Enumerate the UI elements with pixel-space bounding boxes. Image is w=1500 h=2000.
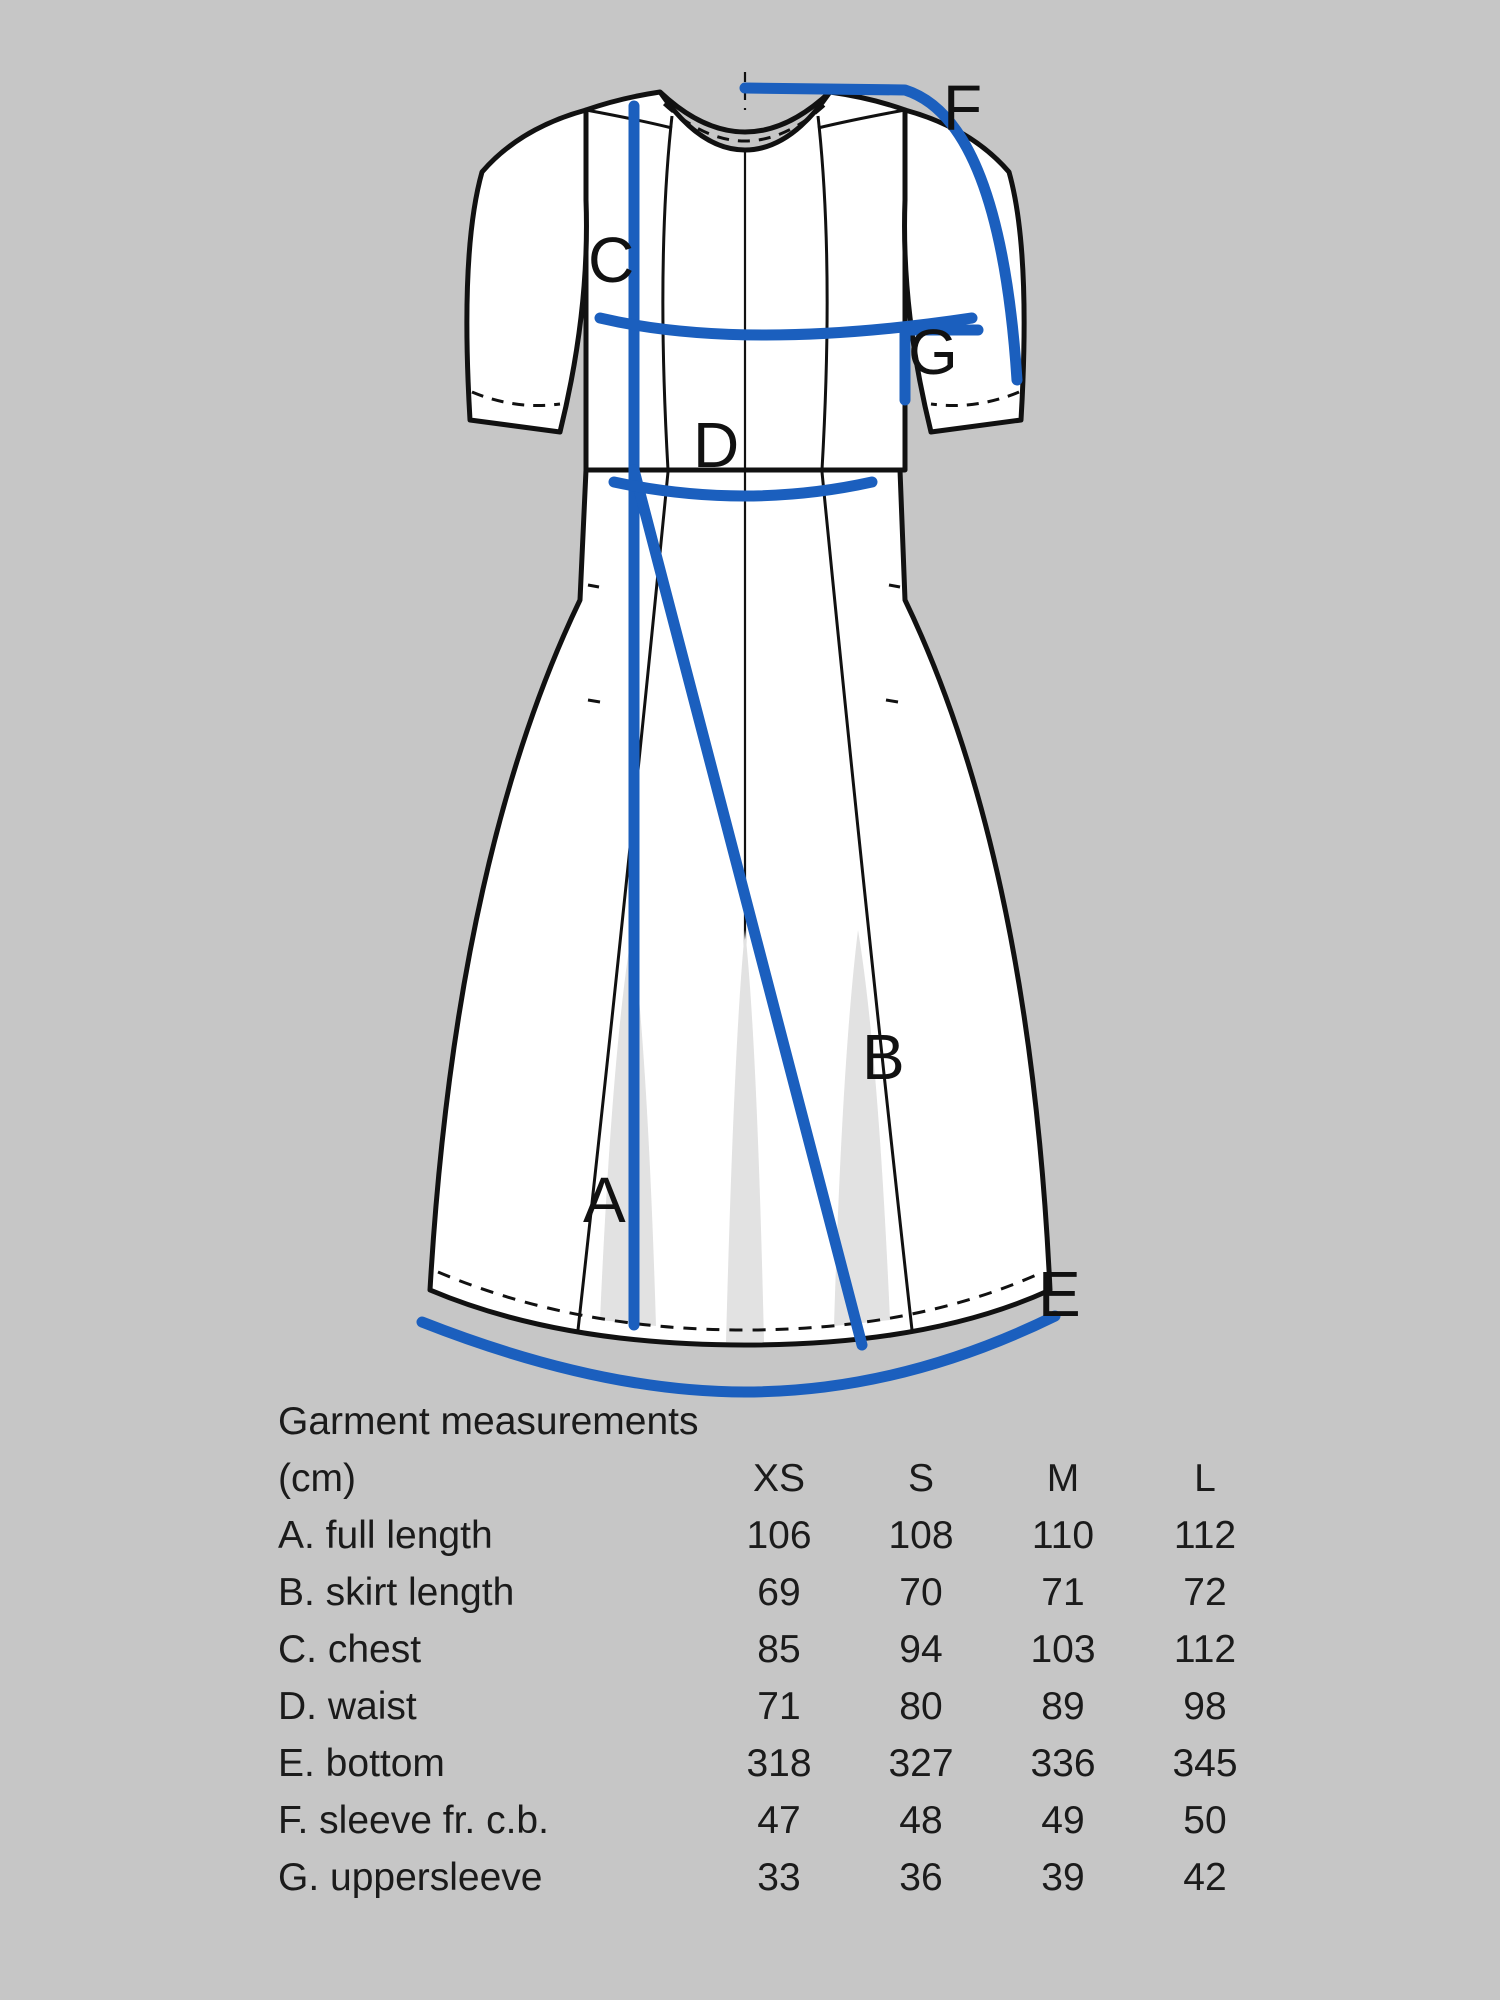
unit-label: (cm) (278, 1457, 356, 1500)
table-row (278, 1685, 1276, 1742)
table-row (278, 1571, 1276, 1628)
table-row (278, 1514, 1276, 1571)
row-d-s: 80 (899, 1685, 943, 1728)
callout-label-F: F (943, 72, 983, 144)
row-e-xs: 318 (746, 1742, 812, 1785)
table-header-row (278, 1457, 1276, 1514)
row-f-l: 50 (1183, 1799, 1227, 1842)
row-f-s: 48 (899, 1799, 943, 1842)
table-title: Garment measurements (278, 1400, 699, 1443)
table-row (278, 1742, 1276, 1799)
row-label-a: A. full length (278, 1514, 493, 1557)
row-label-d: D. waist (278, 1685, 417, 1728)
row-f-xs: 47 (757, 1799, 801, 1842)
row-g-xs: 33 (757, 1856, 801, 1899)
row-c-xs: 85 (757, 1628, 801, 1671)
row-label-g: G. uppersleeve (278, 1856, 543, 1899)
callout-label-C: C (588, 224, 635, 296)
row-label-f: F. sleeve fr. c.b. (278, 1799, 549, 1842)
table-row (278, 1628, 1276, 1685)
row-d-l: 98 (1183, 1685, 1227, 1728)
row-label-b: B. skirt length (278, 1571, 515, 1614)
row-g-l: 42 (1183, 1856, 1227, 1899)
row-g-m: 39 (1041, 1856, 1085, 1899)
size-header-s: S (907, 1457, 934, 1500)
table-title-row (278, 1400, 1276, 1457)
callout-label-A: A (583, 1164, 626, 1236)
row-c-l: 112 (1173, 1628, 1237, 1671)
row-e-s: 327 (888, 1742, 954, 1785)
row-g-s: 36 (899, 1856, 943, 1899)
row-a-xs: 106 (746, 1514, 812, 1557)
row-label-c: C. chest (278, 1628, 422, 1671)
row-a-m: 110 (1031, 1514, 1095, 1557)
table-row (278, 1856, 1276, 1913)
row-a-l: 112 (1173, 1514, 1237, 1557)
size-header-xs: XS (752, 1457, 806, 1500)
callout-label-E: E (1038, 1258, 1081, 1330)
size-header-m: M (1046, 1457, 1080, 1500)
row-b-l: 72 (1183, 1571, 1227, 1614)
size-header-l: L (1194, 1457, 1216, 1500)
row-c-s: 94 (899, 1628, 943, 1671)
row-d-xs: 71 (757, 1685, 801, 1728)
row-d-m: 89 (1041, 1685, 1085, 1728)
measurement-table-wrapper (278, 1400, 1278, 1913)
row-label-e: E. bottom (278, 1742, 445, 1785)
row-e-m: 336 (1030, 1742, 1096, 1785)
row-f-m: 49 (1041, 1799, 1085, 1842)
callout-label-G: G (908, 316, 958, 388)
row-b-s: 70 (899, 1571, 943, 1614)
table-row (278, 1799, 1276, 1856)
row-a-s: 108 (888, 1514, 954, 1557)
row-e-l: 345 (1172, 1742, 1238, 1785)
row-b-m: 71 (1041, 1571, 1085, 1614)
garment-measurements-table (278, 1400, 1276, 1913)
callout-label-D: D (693, 409, 740, 481)
row-b-xs: 69 (757, 1571, 801, 1614)
dress-outline (430, 72, 1050, 1345)
callout-label-B: B (862, 1021, 905, 1093)
row-c-m: 103 (1030, 1628, 1096, 1671)
